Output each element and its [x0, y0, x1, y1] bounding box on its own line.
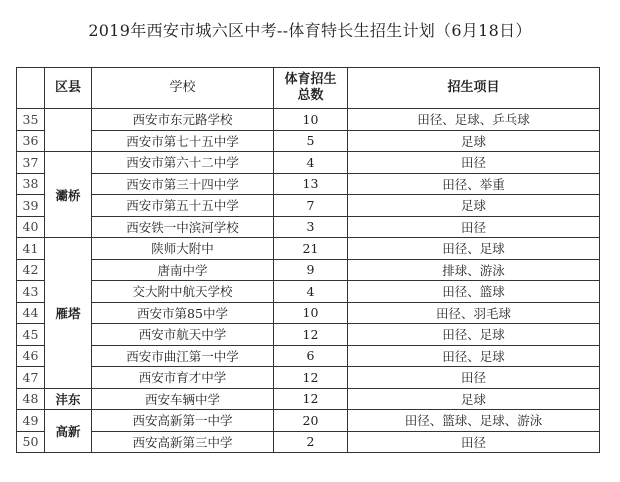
school-name: 唐南中学: [92, 259, 274, 281]
sports-items: 田径: [348, 152, 600, 174]
table-header-row: [17, 68, 600, 109]
row-number: 36: [17, 130, 45, 152]
header-count: [274, 68, 348, 109]
enrollment-count: 10: [274, 109, 348, 131]
header-district: 区县: [45, 68, 92, 109]
sports-items: 田径: [348, 431, 600, 453]
sports-items: 田径、举重: [348, 173, 600, 195]
enrollment-count: 9: [274, 259, 348, 281]
table-row: [17, 345, 600, 367]
enrollment-count: 21: [274, 238, 348, 260]
enrollment-count: 3: [274, 216, 348, 238]
school-name: 西安市第五十五中学: [92, 195, 274, 217]
district-cell: 沣东: [45, 388, 92, 410]
row-number: 40: [17, 216, 45, 238]
sports-items: 田径、足球: [348, 238, 600, 260]
enrollment-count: 5: [274, 130, 348, 152]
table-row: [17, 109, 600, 131]
school-name: 西安市航天中学: [92, 324, 274, 346]
enrollment-count: 12: [274, 367, 348, 389]
school-name: 陕师大附中: [92, 238, 274, 260]
enrollment-count: 13: [274, 173, 348, 195]
enrollment-count: 6: [274, 345, 348, 367]
row-number: 43: [17, 281, 45, 303]
school-name: 西安车辆中学: [92, 388, 274, 410]
row-number: 50: [17, 431, 45, 453]
enrollment-count: 12: [274, 324, 348, 346]
table-row: [17, 173, 600, 195]
table-row: [17, 152, 600, 174]
enrollment-count: 10: [274, 302, 348, 324]
enrollment-count: 4: [274, 152, 348, 174]
district-cell: 灞桥: [45, 152, 92, 238]
row-number: 46: [17, 345, 45, 367]
sports-items: 田径、足球: [348, 324, 600, 346]
table-body: [17, 109, 600, 453]
sports-items: 足球: [348, 130, 600, 152]
sports-items: 田径、篮球、足球、游泳: [348, 410, 600, 432]
row-number: 38: [17, 173, 45, 195]
table-row: [17, 259, 600, 281]
table-row: [17, 324, 600, 346]
table-row: [17, 367, 600, 389]
sports-items: 田径、篮球: [348, 281, 600, 303]
row-number: 42: [17, 259, 45, 281]
sports-items: 田径: [348, 216, 600, 238]
table-row: [17, 238, 600, 260]
header-items: 招生项目: [348, 68, 600, 109]
header-no: [17, 68, 45, 109]
table-row: [17, 431, 600, 453]
enrollment-count: 4: [274, 281, 348, 303]
table-row: [17, 130, 600, 152]
enrollment-count: 2: [274, 431, 348, 453]
sports-items: 足球: [348, 388, 600, 410]
school-name: 西安市第三十四中学: [92, 173, 274, 195]
sports-items: 足球: [348, 195, 600, 217]
row-number: 35: [17, 109, 45, 131]
enrollment-count: 12: [274, 388, 348, 410]
enrollment-count: 7: [274, 195, 348, 217]
row-number: 49: [17, 410, 45, 432]
school-name: 西安市第七十五中学: [92, 130, 274, 152]
row-number: 39: [17, 195, 45, 217]
enrollment-table: [16, 67, 600, 453]
school-name: 西安铁一中滨河学校: [92, 216, 274, 238]
sports-items: 田径: [348, 367, 600, 389]
school-name: 西安市第六十二中学: [92, 152, 274, 174]
district-cell: 雁塔: [45, 238, 92, 389]
table-row: [17, 302, 600, 324]
row-number: 47: [17, 367, 45, 389]
row-number: 48: [17, 388, 45, 410]
row-number: 37: [17, 152, 45, 174]
school-name: 西安市东元路学校: [92, 109, 274, 131]
district-cell: [45, 109, 92, 152]
document-title: 2019年西安市城六区中考--体育特长生招生计划（6月18日）: [88, 21, 532, 40]
sports-items: 田径、足球、乒乓球: [348, 109, 600, 131]
school-name: 西安市曲江第一中学: [92, 345, 274, 367]
table-row: [17, 388, 600, 410]
row-number: 45: [17, 324, 45, 346]
sports-items: 田径、羽毛球: [348, 302, 600, 324]
school-name: 交大附中航天学校: [92, 281, 274, 303]
school-name: 西安市育才中学: [92, 367, 274, 389]
header-count-text: 体育招生 总数: [284, 72, 337, 103]
school-name: 西安高新第三中学: [92, 431, 274, 453]
school-name: 西安市第85中学: [92, 302, 274, 324]
district-cell: 高新: [45, 410, 92, 453]
enrollment-count: 20: [274, 410, 348, 432]
table-row: [17, 216, 600, 238]
table-row: [17, 410, 600, 432]
table-row: [17, 281, 600, 303]
sports-items: 排球、游泳: [348, 259, 600, 281]
table-row: [17, 195, 600, 217]
header-school: 学校: [92, 68, 274, 109]
school-name: 西安高新第一中学: [92, 410, 274, 432]
row-number: 44: [17, 302, 45, 324]
sports-items: 田径、足球: [348, 345, 600, 367]
row-number: 41: [17, 238, 45, 260]
